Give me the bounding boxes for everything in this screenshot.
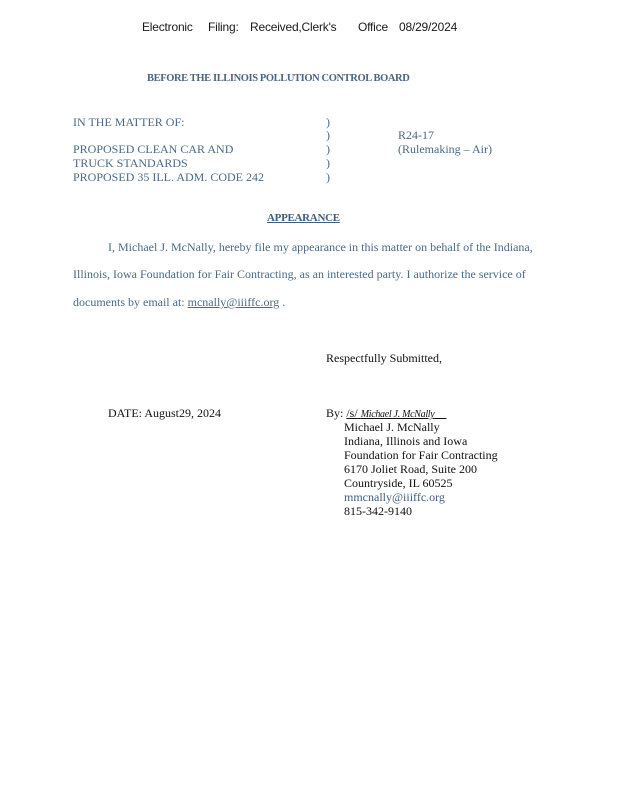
caption-proposed-line3: PROPOSED 35 ILL. ADM. CODE 242 [73,170,265,184]
body-line-3-prefix: documents by email at: [73,295,185,309]
caption-paren: ) [326,142,330,156]
signature-name-italic: Michael J. McNally [360,409,435,420]
date-line: DATE: August29, 2024 [108,406,222,420]
docket-number: R24-17 [398,128,434,142]
caption-paren: ) [326,128,330,142]
signer-address1: 6170 Joliet Road, Suite 200 [344,462,477,476]
caption-proposed-line1: PROPOSED CLEAN CAR AND [73,142,234,156]
caption-paren: ) [326,170,330,184]
signature-line [326,406,446,421]
caption-paren: ) [326,115,330,129]
stamp-date: 08/29/2024 [399,20,458,34]
body-line-1: I, Michael J. McNally, hereby file my appearance in this matter on behalf of the Indiana, [108,240,533,254]
signer-name: Michael J. McNally [344,420,440,434]
caption-proposed-line2: TRUCK STANDARDS [73,156,188,170]
signer-org-line2: Foundation for Fair Contracting [344,448,498,462]
stamp-office: Office [358,20,388,34]
body-line-2: Illinois, Iowa Foundation for Fair Contracting, as an interested party. I authorize the service of [73,267,526,281]
body-line-3 [73,295,285,310]
signer-phone: 815-342-9140 [344,504,412,518]
signer-org-line1: Indiana, Illinois and Iowa [344,434,468,448]
appearance-heading: APPEARANCE [267,212,340,224]
rulemaking-type: (Rulemaking – Air) [398,142,492,156]
body-line-3-suffix: . [282,295,286,309]
stamp-filing: Filing: [208,20,239,34]
closing: Respectfully Submitted, [326,351,442,365]
signer-email[interactable]: mmcnally@iiiffc.org [344,490,445,504]
stamp-electronic: Electronic [142,20,193,34]
email-link[interactable]: mcnally@iiiffc.org [187,295,280,309]
signature-s-mark: /s/ [346,406,358,420]
caption-in-the-matter: IN THE MATTER OF: [73,115,185,129]
stamp-received-clerks: Received,Clerk's [250,20,337,34]
board-title: BEFORE THE ILLINOIS POLLUTION CONTROL BOARD [147,73,410,84]
signature-by: By: [326,406,344,420]
signer-address2: Countryside, IL 60525 [344,476,453,490]
signature-underline [346,406,446,420]
caption-paren: ) [326,156,330,170]
